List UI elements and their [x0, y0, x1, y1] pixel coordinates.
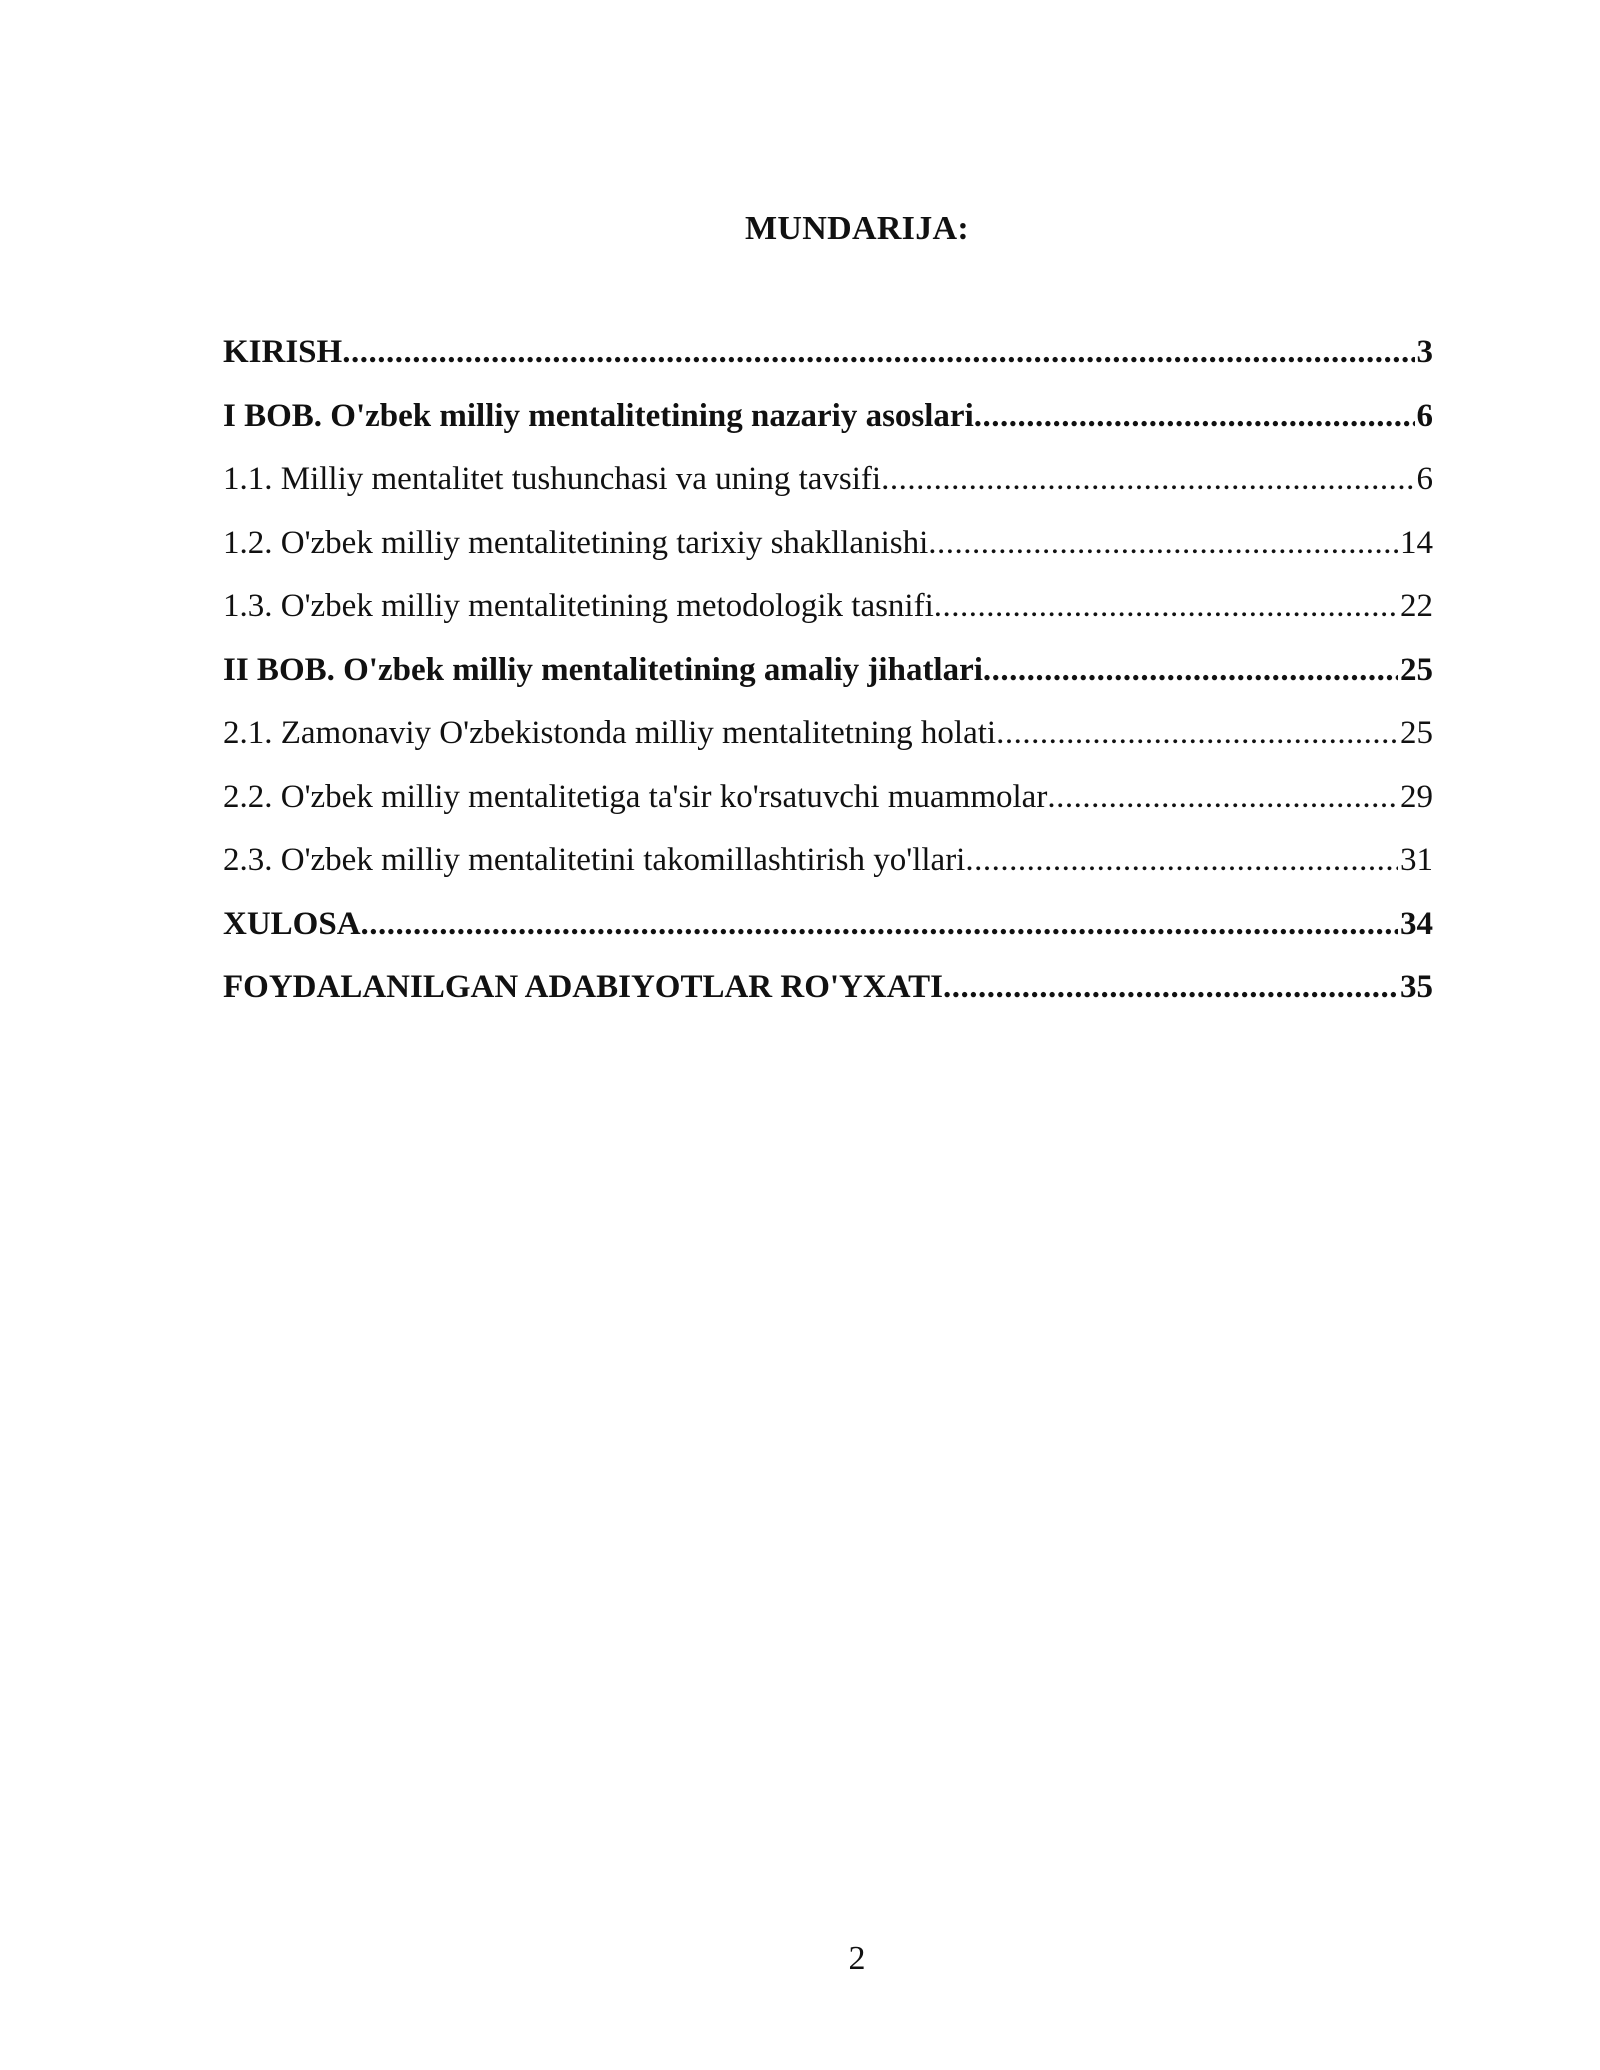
- toc-entry-page: 14: [1400, 524, 1433, 561]
- toc-entry-label: II BOB. O'zbek milliy mentalitetining amaliy jihatlari: [223, 651, 983, 688]
- toc-entry-label: FOYDALANILGAN ADABIYOTLAR RO'YXATI: [223, 969, 943, 1005]
- toc-leader-dots: [881, 461, 1414, 498]
- toc-entry-page: 31: [1400, 842, 1433, 878]
- toc-entry-page: 25: [1400, 715, 1433, 751]
- toc-entry-page: 34: [1400, 905, 1433, 942]
- toc-leader-dots: [974, 398, 1415, 435]
- toc-entry-page: 29: [1400, 778, 1433, 815]
- toc-entry: [223, 652, 1433, 716]
- toc-leader-dots: [928, 525, 1398, 562]
- table-of-contents: [223, 334, 1433, 1033]
- toc-entry: [223, 461, 1433, 525]
- toc-leader-dots: [361, 906, 1398, 943]
- toc-entry: [223, 779, 1433, 843]
- toc-entry: [223, 398, 1433, 462]
- toc-entry-label: 2.1. Zamonaviy O'zbekistonda milliy mentalitetning holati: [223, 715, 997, 751]
- toc-title: MUNDARIJA:: [745, 210, 969, 247]
- toc-leader-dots: [342, 334, 1414, 371]
- toc-entry-label: I BOB. O'zbek milliy mentalitetining nazariy asoslari: [223, 397, 974, 434]
- toc-entry: [223, 715, 1433, 779]
- toc-entry-page: 35: [1400, 969, 1433, 1005]
- toc-entry-label: 1.1. Milliy mentalitet tushunchasi va uning tavsifi: [223, 461, 882, 497]
- toc-entry-page: 6: [1416, 461, 1433, 497]
- toc-entry: [223, 906, 1433, 970]
- toc-entry: [223, 842, 1433, 906]
- toc-entry-label: KIRISH: [223, 334, 343, 370]
- toc-entry-label: 1.2. O'zbek milliy mentalitetining tarixiy shakllanishi: [223, 524, 929, 561]
- toc-entry-label: 1.3. O'zbek milliy mentalitetining metodologik tasnifi: [223, 588, 934, 624]
- toc-entry: [223, 588, 1433, 652]
- toc-leader-dots: [983, 652, 1398, 689]
- toc-entry-page: 6: [1416, 397, 1433, 434]
- toc-entry-page: 3: [1416, 334, 1433, 370]
- toc-entry: [223, 969, 1433, 1033]
- toc-entry-label: 2.2. O'zbek milliy mentalitetiga ta'sir ko'rsatuvchi muammolar: [223, 778, 1048, 815]
- page-number: 2: [848, 1940, 866, 1977]
- toc-entry: [223, 525, 1433, 589]
- toc-leader-dots: [1047, 779, 1398, 816]
- toc-entry-page: 22: [1400, 588, 1433, 624]
- toc-leader-dots: [943, 969, 1398, 1006]
- toc-entry-page: 25: [1400, 651, 1433, 688]
- toc-entry: [223, 334, 1433, 398]
- toc-leader-dots: [934, 588, 1398, 625]
- toc-leader-dots: [996, 715, 1398, 752]
- toc-leader-dots: [965, 842, 1398, 879]
- toc-entry-label: XULOSA: [223, 905, 361, 942]
- toc-entry-label: 2.3. O'zbek milliy mentalitetini takomillashtirish yo'llari: [223, 842, 966, 878]
